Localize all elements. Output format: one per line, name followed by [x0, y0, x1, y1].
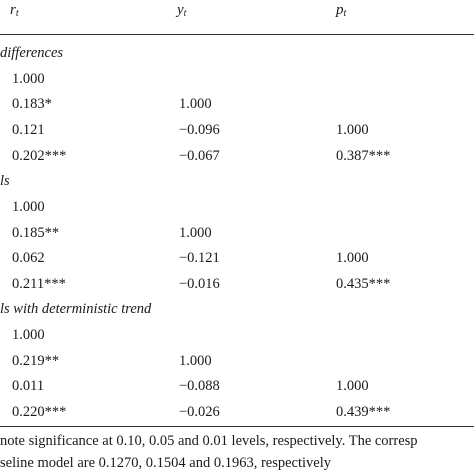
- cell-r: 0.220***: [12, 404, 67, 420]
- panel-label: ls: [0, 173, 10, 189]
- cell-r: 0.202***: [12, 148, 67, 164]
- cell-r: 1.000: [12, 327, 45, 343]
- cell-p: 0.387***: [336, 148, 391, 164]
- footnote-line-2: seline model are 0.1270, 0.1504 and 0.1963, respectively: [0, 455, 332, 471]
- column-header-y: $y_t$: [177, 2, 187, 19]
- cell-y: −0.096: [179, 122, 220, 138]
- cell-r: 0.121: [12, 122, 45, 138]
- cell-r: 1.000: [12, 71, 45, 87]
- column-header-p: $p_t$: [336, 2, 347, 19]
- cell-r: 0.219**: [12, 353, 60, 369]
- cell-y: −0.016: [179, 276, 220, 292]
- cell-y: −0.088: [179, 378, 220, 394]
- footnote-line-1: note significance at 0.10, 0.05 and 0.01 levels, respectively. The corresp: [0, 433, 418, 449]
- cell-p: 1.000: [336, 378, 369, 394]
- cell-y: −0.026: [179, 404, 220, 420]
- cell-p: 0.435***: [336, 276, 391, 292]
- column-header-r: $r_t$: [10, 2, 19, 19]
- cell-p: 0.439***: [336, 404, 391, 420]
- cell-p: 1.000: [336, 250, 369, 266]
- cell-y: −0.121: [179, 250, 220, 266]
- cell-r: 1.000: [12, 199, 45, 215]
- panel-label: differences: [0, 45, 64, 61]
- cell-r: 0.185**: [12, 225, 60, 241]
- cell-r: 0.211***: [12, 276, 66, 292]
- cell-r: 0.062: [12, 250, 45, 266]
- header-rule: [0, 34, 474, 35]
- cell-y: 1.000: [179, 353, 212, 369]
- cell-p: 1.000: [336, 122, 369, 138]
- cell-r: 0.011: [12, 378, 45, 394]
- cell-r: 0.183*: [12, 96, 52, 112]
- cell-y: 1.000: [179, 96, 212, 112]
- cell-y: −0.067: [179, 148, 220, 164]
- panel-label: ls with deterministic trend: [0, 301, 152, 317]
- cell-y: 1.000: [179, 225, 212, 241]
- bottom-rule: [0, 426, 474, 427]
